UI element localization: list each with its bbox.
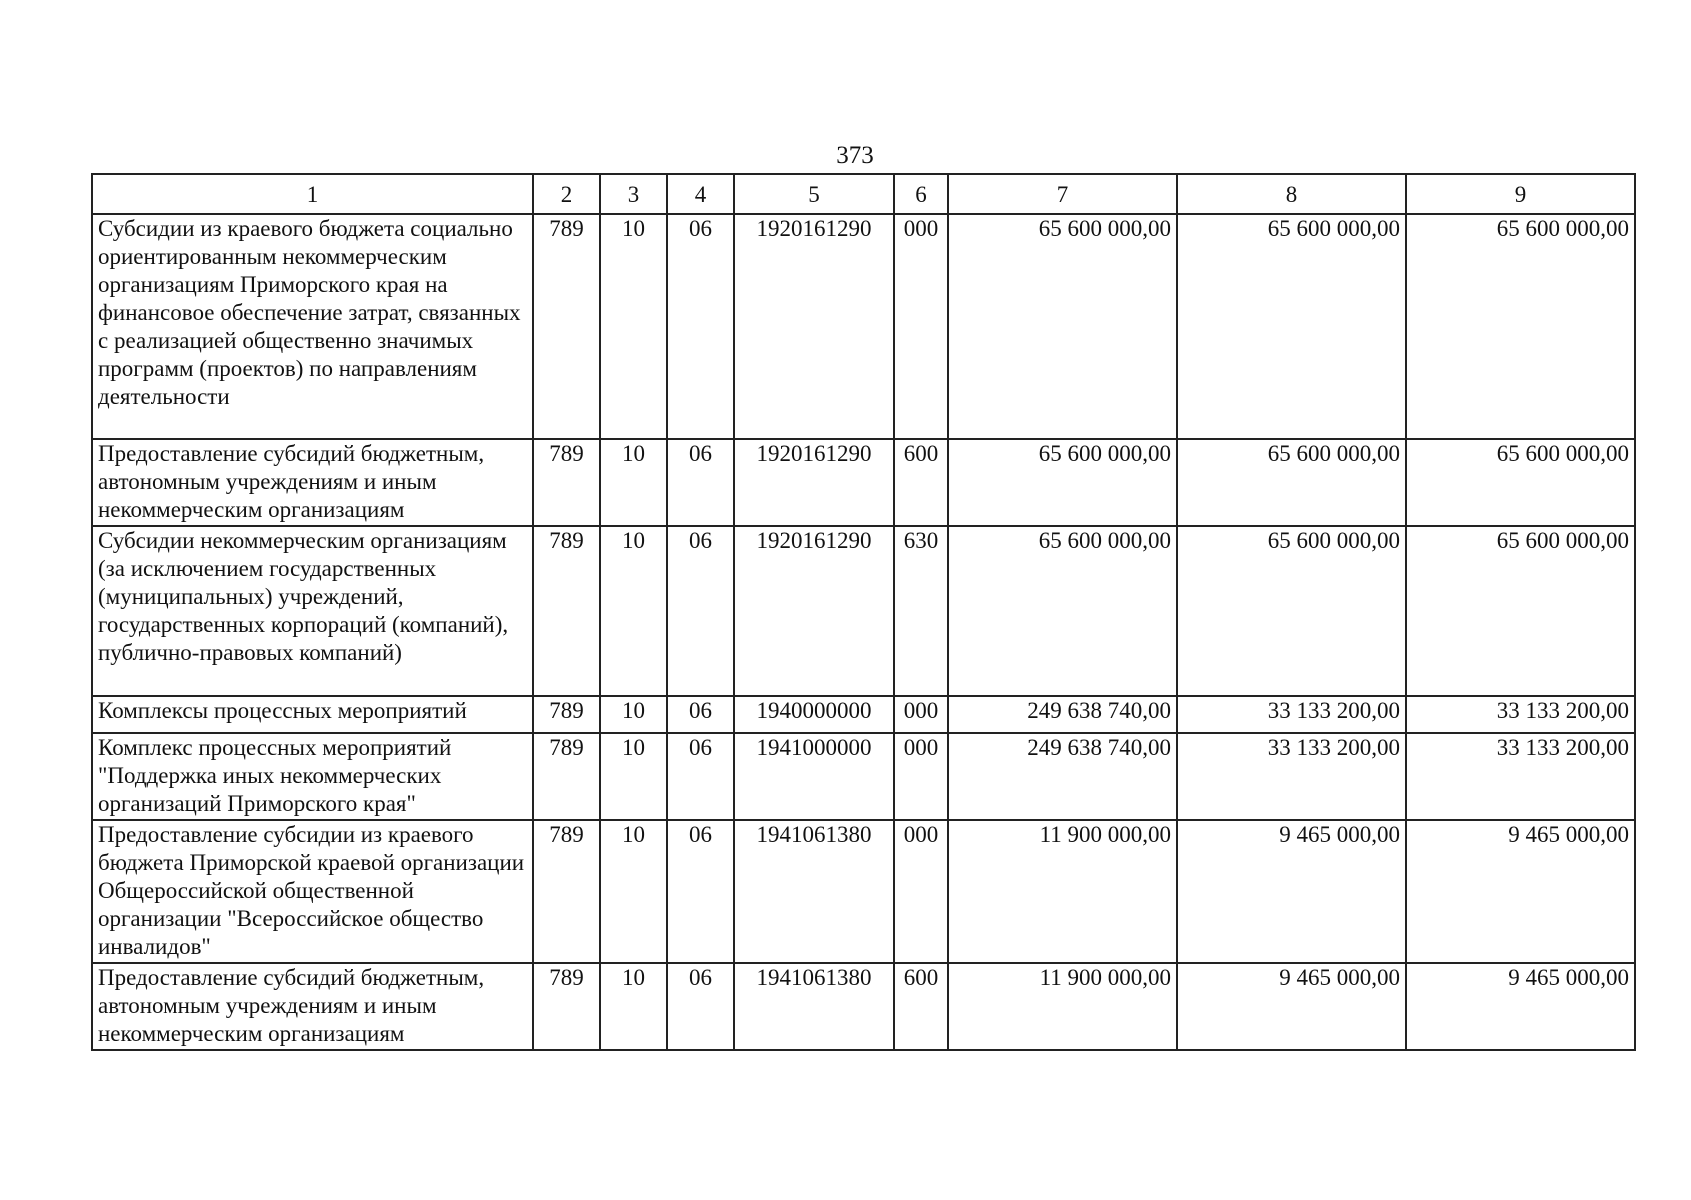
row-amount-col9: 65 600 000,00 [1406, 439, 1635, 526]
row-expense-type-code: 000 [894, 696, 948, 733]
header-cell: 6 [894, 174, 948, 214]
row-target-code: 1941000000 [734, 733, 894, 820]
row-target-code: 1920161290 [734, 526, 894, 696]
row-ministry-code: 789 [533, 820, 600, 963]
table-row [92, 963, 1635, 1050]
header-cell: 9 [1406, 174, 1635, 214]
row-ministry-code: 789 [533, 439, 600, 526]
row-ministry-code: 789 [533, 733, 600, 820]
row-amount-col7: 249 638 740,00 [948, 696, 1177, 733]
row-amount-col8: 65 600 000,00 [1177, 214, 1406, 439]
table-row [92, 733, 1635, 820]
row-target-code: 1941061380 [734, 963, 894, 1050]
table-row [92, 696, 1635, 733]
row-expense-type-code: 000 [894, 733, 948, 820]
row-expense-type-code: 000 [894, 214, 948, 439]
row-name: Субсидии некоммерческим организациям (за исключением государственных (муниципальных) учреждений, государственных корпораций (компаний), публично-правовых компаний) [92, 526, 533, 696]
row-amount-col8: 65 600 000,00 [1177, 439, 1406, 526]
row-amount-col7: 249 638 740,00 [948, 733, 1177, 820]
row-amount-col9: 65 600 000,00 [1406, 214, 1635, 439]
page-number: 373 [836, 142, 874, 169]
header-cell: 7 [948, 174, 1177, 214]
row-target-code: 1920161290 [734, 439, 894, 526]
row-subsection-code: 06 [667, 526, 734, 696]
row-subsection-code: 06 [667, 214, 734, 439]
table-row [92, 214, 1635, 439]
row-ministry-code: 789 [533, 963, 600, 1050]
row-amount-col7: 65 600 000,00 [948, 439, 1177, 526]
header-cell: 8 [1177, 174, 1406, 214]
row-ministry-code: 789 [533, 526, 600, 696]
row-subsection-code: 06 [667, 820, 734, 963]
budget-table [91, 173, 1636, 1051]
row-name: Комплекс процессных мероприятий "Поддержка иных некоммерческих организаций Приморского края" [92, 733, 533, 820]
row-section-code: 10 [600, 733, 667, 820]
row-subsection-code: 06 [667, 696, 734, 733]
row-subsection-code: 06 [667, 439, 734, 526]
row-amount-col9: 33 133 200,00 [1406, 733, 1635, 820]
row-section-code: 10 [600, 963, 667, 1050]
row-expense-type-code: 600 [894, 439, 948, 526]
row-amount-col9: 9 465 000,00 [1406, 820, 1635, 963]
row-target-code: 1941061380 [734, 820, 894, 963]
row-expense-type-code: 630 [894, 526, 948, 696]
row-section-code: 10 [600, 439, 667, 526]
row-name: Предоставление субсидий бюджетным, автономным учреждениям и иным некоммерческим организациям [92, 439, 533, 526]
row-subsection-code: 06 [667, 733, 734, 820]
row-expense-type-code: 000 [894, 820, 948, 963]
header-cell: 5 [734, 174, 894, 214]
row-amount-col8: 9 465 000,00 [1177, 963, 1406, 1050]
row-section-code: 10 [600, 526, 667, 696]
row-amount-col8: 65 600 000,00 [1177, 526, 1406, 696]
row-amount-col9: 65 600 000,00 [1406, 526, 1635, 696]
row-name: Комплексы процессных мероприятий [92, 696, 533, 733]
row-amount-col7: 11 900 000,00 [948, 820, 1177, 963]
header-cell: 1 [92, 174, 533, 214]
table-row [92, 526, 1635, 696]
table-row [92, 820, 1635, 963]
header-row [92, 174, 1635, 214]
row-section-code: 10 [600, 214, 667, 439]
header-cell: 4 [667, 174, 734, 214]
header-cell: 3 [600, 174, 667, 214]
row-amount-col9: 33 133 200,00 [1406, 696, 1635, 733]
row-target-code: 1920161290 [734, 214, 894, 439]
row-amount-col7: 65 600 000,00 [948, 214, 1177, 439]
row-section-code: 10 [600, 696, 667, 733]
row-name: Предоставление субсидий бюджетным, автономным учреждениям и иным некоммерческим организациям [92, 963, 533, 1050]
row-section-code: 10 [600, 820, 667, 963]
row-amount-col8: 33 133 200,00 [1177, 696, 1406, 733]
row-target-code: 1940000000 [734, 696, 894, 733]
row-amount-col8: 33 133 200,00 [1177, 733, 1406, 820]
row-amount-col7: 65 600 000,00 [948, 526, 1177, 696]
row-expense-type-code: 600 [894, 963, 948, 1050]
table-row [92, 439, 1635, 526]
row-amount-col8: 9 465 000,00 [1177, 820, 1406, 963]
row-amount-col9: 9 465 000,00 [1406, 963, 1635, 1050]
row-subsection-code: 06 [667, 963, 734, 1050]
row-name: Предоставление субсидии из краевого бюджета Приморской краевой организации Общероссийской общественной организации "Всероссийское общество инвалидов" [92, 820, 533, 963]
row-ministry-code: 789 [533, 214, 600, 439]
row-amount-col7: 11 900 000,00 [948, 963, 1177, 1050]
row-ministry-code: 789 [533, 696, 600, 733]
header-cell: 2 [533, 174, 600, 214]
row-name: Субсидии из краевого бюджета социально ориентированным некоммерческим организациям Приморского края на финансовое обеспечение затрат, связанных с реализацией общественно значимых программ (проектов) по направлениям деятельности [92, 214, 533, 439]
